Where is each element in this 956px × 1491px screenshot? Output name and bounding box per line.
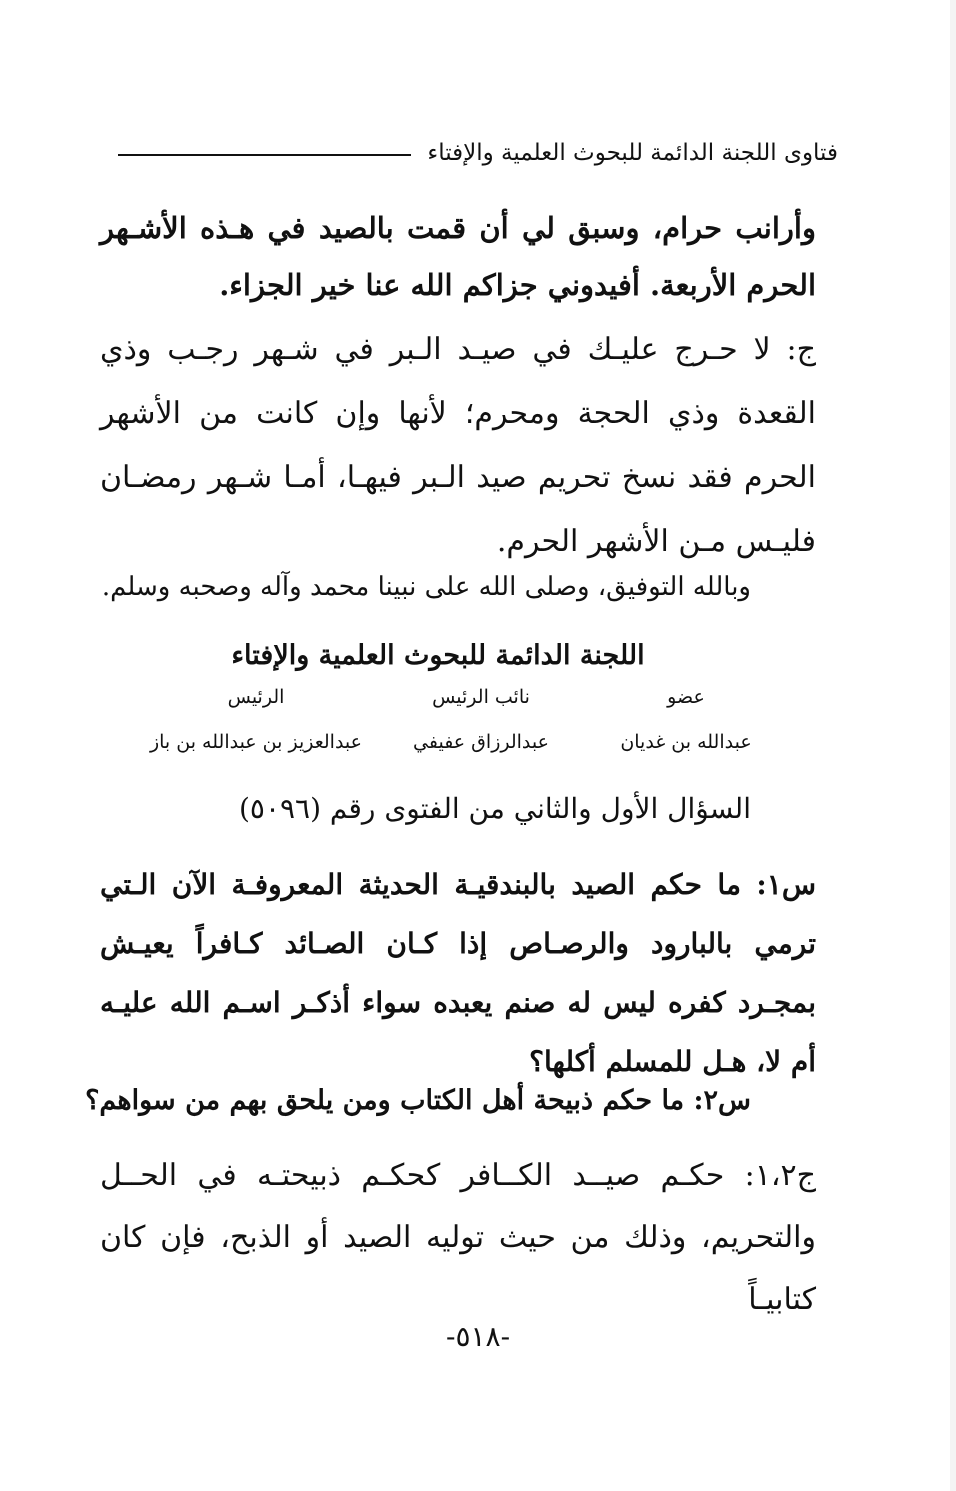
name-president: عبدالعزيز بن عبدالله بن باز [149, 731, 363, 753]
running-header [118, 140, 838, 166]
closing-formula: وبالله التوفيق، وصلى الله على نبينا محمد وآله وصحبه وسلم. [101, 572, 751, 602]
header-rule [118, 154, 411, 156]
page-edge-shadow [950, 0, 956, 1491]
name-vice-president: عبدالرزاق عفيفي [413, 731, 549, 753]
role-president: الرئيس [227, 686, 285, 708]
book-title: فتاوى اللجنة الدائمة للبحوث العلمية والإفتاء [427, 140, 838, 166]
signature-roles [146, 686, 776, 708]
signature-names [146, 731, 776, 753]
question-3: س٢: ما حكم ذبيحة أهل الكتاب ومن يلحق بهم من سواهم؟ [85, 1085, 751, 1116]
answer-2: ج١،٢: حكـم صيــد الكــافر كحكـم ذبيحتـه في الحــل والتحريم، وذلك من حيث توليه الصيد أو الذبح، فإن كان كتابيـاً [100, 1158, 816, 1317]
role-vice-president: نائب الرئيس [432, 686, 530, 708]
question-continuation: وأرانب حرام، وسبق لي أن قمت بالصيد في هـذه الأشـهر الحرم الأربعة. أفيدوني جزاكم الله عنا خير الجزاء. [100, 211, 816, 302]
role-member: عضو [667, 686, 705, 708]
page-number: -٥١٨- [445, 1320, 511, 1353]
answer-1: ج: لا حـرج عليـك في صيـد الـبر في شـهر رجـب وذي القعدة وذي الحجة ومحرم؛ لأنها وإن كانت من الأشهر الحرم فقد نسخ تحريم صيد الـبر فيهـا، أمـا شـهر رمضـان فليـس مـن الأشهر الحرم. [100, 332, 816, 559]
name-member: عبدالله بن غديان [620, 731, 752, 753]
committee-name: اللجنة الدائمة للبحوث العلمية والإفتاء [231, 640, 645, 671]
fatwa-reference: السؤال الأول والثاني من الفتوى رقم (٥٠٩٦) [238, 792, 751, 825]
question-2: س١: ما حكم الصيد بالبندقيـة الحديثة المعروفـة الآن الـتي ترمي بالبارود والرصـاص إذا كـان الصـائد كـافراً يعيـش بمجـرد كفره ليس له صنم يعبده سواء أذكـر اسـم الله عليـه أم لا، هـل للمسلم أكلها؟ [100, 868, 816, 1078]
